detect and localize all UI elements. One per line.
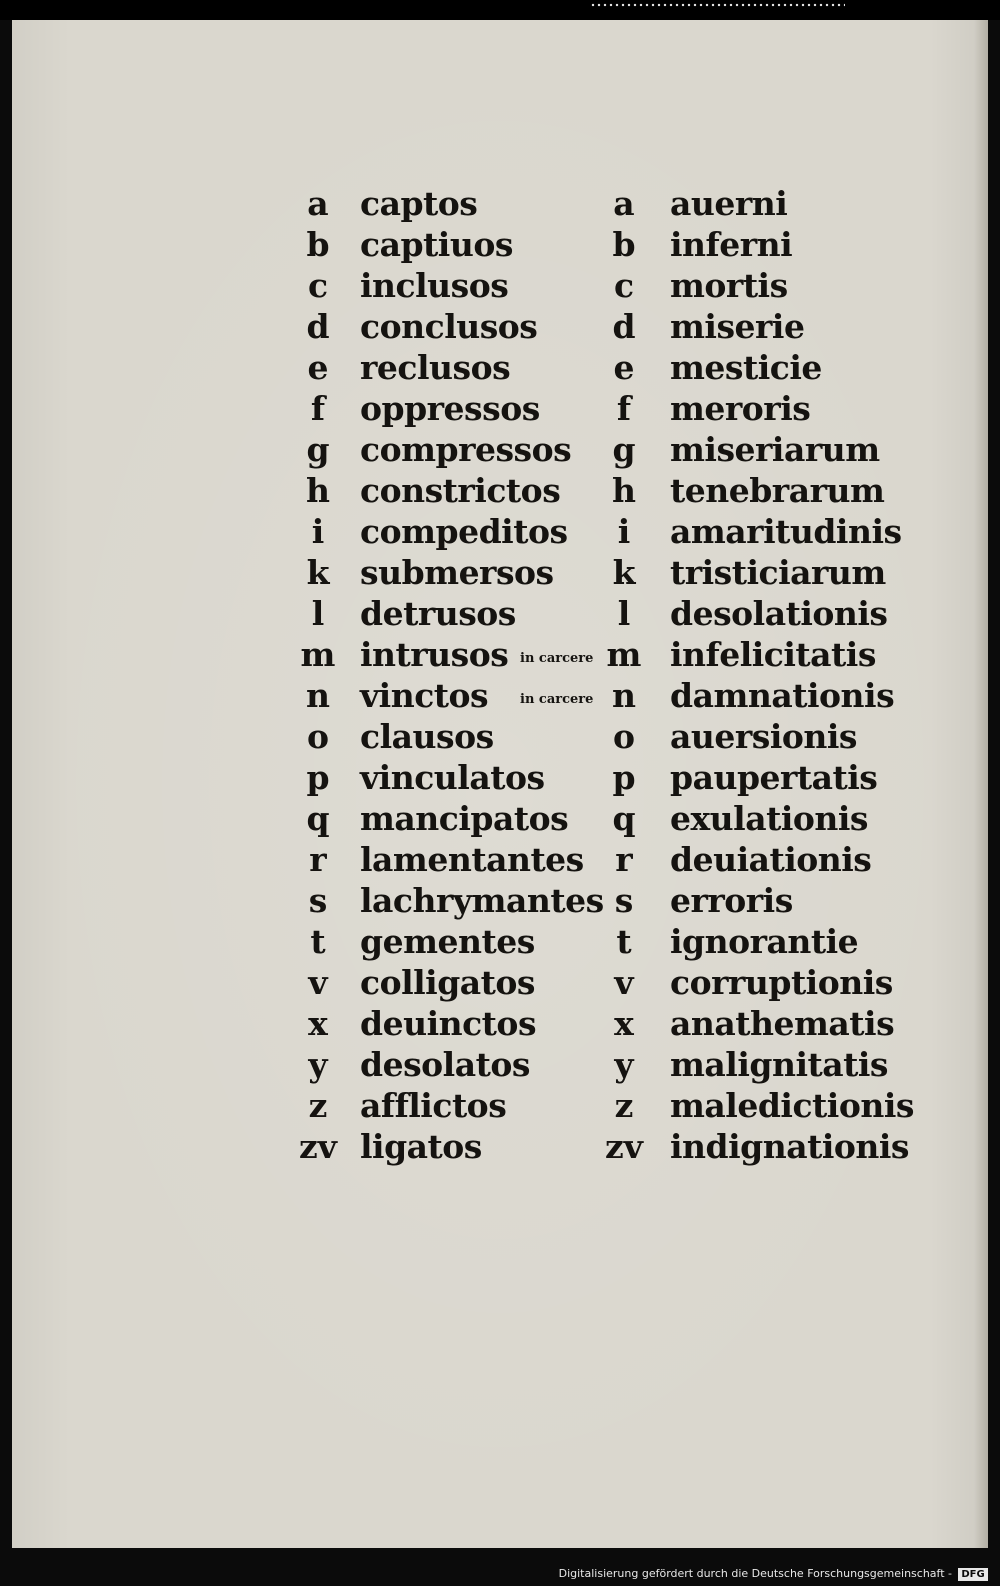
row-word-right: desolationis	[670, 594, 888, 633]
row-word-left: colligatos	[360, 963, 536, 1002]
table-row	[298, 306, 918, 347]
row-letter-right: v	[614, 963, 634, 1002]
row-word-right: deuiationis	[670, 840, 872, 879]
table-row	[298, 347, 918, 388]
row-letter-right: s	[614, 881, 634, 920]
row-word-right: mesticie	[670, 348, 822, 387]
row-word-left: afflictos	[360, 1086, 507, 1125]
row-letter-right: e	[613, 348, 635, 387]
row-letter-right: t	[616, 922, 632, 961]
row-letter-left: f	[310, 389, 326, 428]
row-word-left: deuinctos	[360, 1004, 537, 1043]
table-row	[298, 921, 918, 962]
row-letter-right: z	[614, 1086, 634, 1125]
table-row	[298, 1044, 918, 1085]
table-row	[298, 183, 918, 224]
row-word-left: submersos	[360, 553, 554, 592]
row-word-left: constrictos	[360, 471, 561, 510]
row-letter-right: n	[612, 676, 636, 715]
table-row	[298, 593, 918, 634]
row-letter-right: p	[612, 758, 636, 797]
row-letter-left: v	[308, 963, 328, 1002]
row-word-right: meroris	[670, 389, 811, 428]
digitization-credit: Digitalisierung gefördert durch die Deutsche Forschungsgemeinschaft -	[558, 1567, 952, 1580]
row-letter-right: m	[606, 635, 642, 674]
row-letter-right: f	[616, 389, 632, 428]
row-letter-right: g	[612, 430, 636, 469]
table-row	[298, 429, 918, 470]
table-row	[298, 1003, 918, 1044]
page-edge-shadow	[974, 20, 988, 1548]
row-word-right: malignitatis	[670, 1045, 888, 1084]
row-letter-right: i	[617, 512, 631, 551]
table-row	[298, 675, 918, 716]
row-word-right: paupertatis	[670, 758, 878, 797]
row-word-left: vinculatos	[360, 758, 545, 797]
row-word-right: auersionis	[670, 717, 857, 756]
row-word-left: ligatos	[360, 1127, 482, 1166]
row-word-left: desolatos	[360, 1045, 530, 1084]
row-word-right: miserie	[670, 307, 805, 346]
row-word-left: detrusos	[360, 594, 516, 633]
row-word-left: captos	[360, 184, 478, 223]
table-row	[298, 798, 918, 839]
table-row	[298, 470, 918, 511]
scan-ruler-dots	[590, 2, 845, 8]
row-letter-right: zv	[605, 1127, 643, 1166]
row-note: in carcere	[520, 651, 594, 666]
row-letter-right: h	[612, 471, 636, 510]
table-row	[298, 757, 918, 798]
row-letter-right: q	[612, 799, 636, 838]
row-word-left: compressos	[360, 430, 572, 469]
row-word-left: intrusos	[360, 635, 509, 674]
row-letter-left: i	[311, 512, 325, 551]
row-letter-left: o	[306, 717, 329, 756]
row-letter-right: b	[612, 225, 636, 264]
alphabet-word-table	[298, 183, 918, 1167]
row-letter-left: y	[308, 1045, 328, 1084]
row-word-right: tenebrarum	[670, 471, 885, 510]
row-word-right: anathematis	[670, 1004, 895, 1043]
table-row	[298, 224, 918, 265]
row-letter-left: p	[306, 758, 330, 797]
row-word-left: lachrymantes	[360, 881, 604, 920]
table-row	[298, 1085, 918, 1126]
row-letter-left: d	[306, 307, 330, 346]
table-row	[298, 716, 918, 757]
row-word-left: lamentantes	[360, 840, 584, 879]
row-word-right: tristiciarum	[670, 553, 886, 592]
row-letter-right: x	[614, 1004, 634, 1043]
row-letter-left: r	[309, 840, 327, 879]
row-word-right: infelicitatis	[670, 635, 876, 674]
row-word-left: conclusos	[360, 307, 538, 346]
row-word-right: inferni	[670, 225, 793, 264]
row-letter-left: x	[308, 1004, 328, 1043]
row-letter-left: zv	[299, 1127, 337, 1166]
book-page	[12, 20, 988, 1548]
row-letter-left: b	[306, 225, 330, 264]
row-word-right: miseriarum	[670, 430, 880, 469]
table-row	[298, 839, 918, 880]
row-letter-left: l	[311, 594, 325, 633]
row-word-right: exulationis	[670, 799, 868, 838]
table-row	[298, 962, 918, 1003]
row-note: in carcere	[520, 692, 594, 707]
table-row	[298, 511, 918, 552]
row-letter-right: a	[613, 184, 635, 223]
row-letter-left: c	[307, 266, 329, 305]
row-word-right: auerni	[670, 184, 788, 223]
row-letter-left: e	[307, 348, 329, 387]
row-letter-left: a	[307, 184, 329, 223]
row-word-right: mortis	[670, 266, 788, 305]
row-word-left: mancipatos	[360, 799, 569, 838]
table-row	[298, 265, 918, 306]
row-letter-left: n	[306, 676, 330, 715]
row-letter-left: q	[306, 799, 330, 838]
row-letter-left: h	[306, 471, 330, 510]
row-word-right: maledictionis	[670, 1086, 914, 1125]
row-word-left: inclusos	[360, 266, 509, 305]
row-letter-right: o	[612, 717, 635, 756]
row-letter-left: m	[300, 635, 336, 674]
row-letter-right: d	[612, 307, 636, 346]
row-letter-left: g	[306, 430, 330, 469]
row-word-right: damnationis	[670, 676, 895, 715]
dfg-logo-icon: DFG	[958, 1568, 988, 1581]
row-letter-left: s	[308, 881, 328, 920]
scan-top-border	[0, 0, 1000, 20]
row-letter-left: k	[306, 553, 330, 592]
row-word-left: oppressos	[360, 389, 540, 428]
row-word-right: erroris	[670, 881, 793, 920]
row-letter-right: l	[617, 594, 631, 633]
table-row	[298, 634, 918, 675]
row-word-left: compeditos	[360, 512, 568, 551]
row-word-left: clausos	[360, 717, 494, 756]
row-letter-right: y	[614, 1045, 634, 1084]
row-letter-left: z	[308, 1086, 328, 1125]
row-word-left: gementes	[360, 922, 535, 961]
row-word-right: ignorantie	[670, 922, 859, 961]
row-word-right: indignationis	[670, 1127, 909, 1166]
row-word-left: vinctos	[360, 676, 489, 715]
table-row	[298, 880, 918, 921]
row-letter-left: t	[310, 922, 326, 961]
row-letter-right: c	[613, 266, 635, 305]
table-row	[298, 552, 918, 593]
row-word-right: corruptionis	[670, 963, 893, 1002]
table-row	[298, 1126, 918, 1167]
row-word-right: amaritudinis	[670, 512, 902, 551]
row-word-left: captiuos	[360, 225, 513, 264]
row-letter-right: k	[612, 553, 636, 592]
table-row	[298, 388, 918, 429]
row-letter-right: r	[615, 840, 633, 879]
row-word-left: reclusos	[360, 348, 511, 387]
